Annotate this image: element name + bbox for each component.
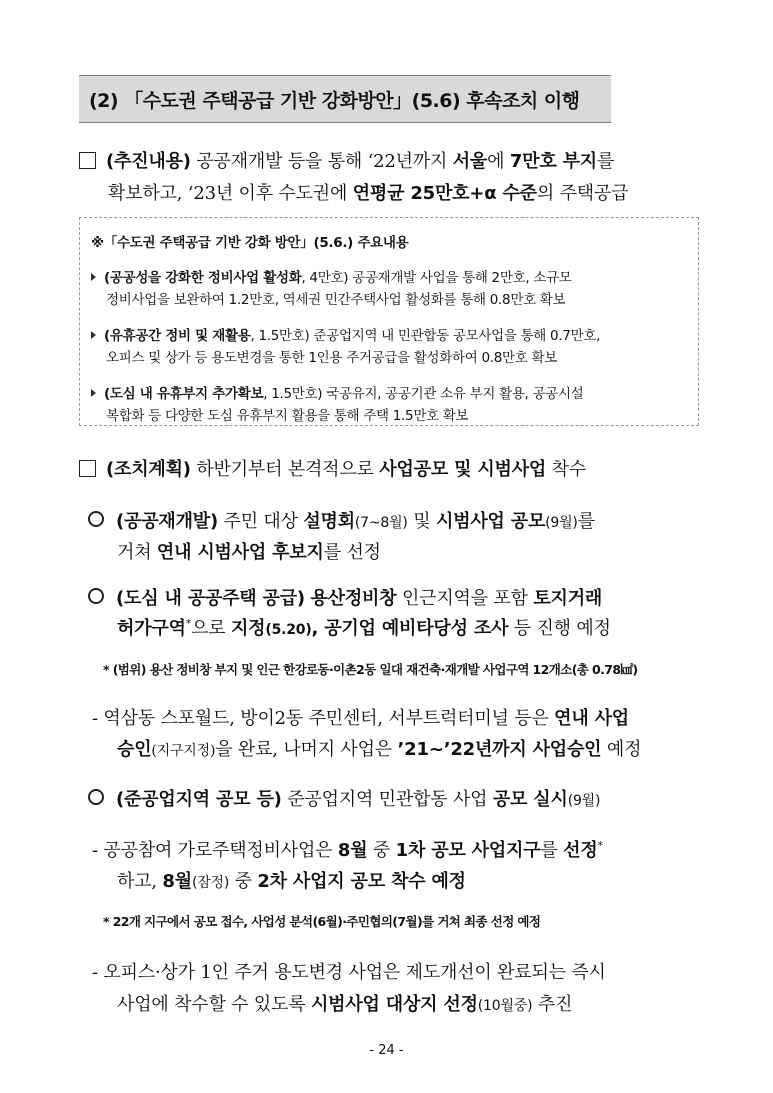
o2-line2 xyxy=(117,614,611,640)
o1-bold: 설명회 xyxy=(303,511,355,532)
o1-text: 를 선정 xyxy=(323,542,381,563)
s2-text: 하반기부터 본격적으로 xyxy=(190,459,380,480)
o1-text: 를 xyxy=(577,511,595,532)
summary-box xyxy=(79,217,699,426)
d1-line2 xyxy=(117,735,641,761)
s1-bold: 7만호 부지 xyxy=(509,151,597,172)
box-item2 xyxy=(91,324,600,344)
d2-line1 xyxy=(92,836,603,862)
d1-small: (지구지정) xyxy=(151,743,216,759)
s1-line1 xyxy=(79,147,614,173)
box-item3 xyxy=(91,382,584,402)
o1-label: (공공재개발) xyxy=(116,511,218,532)
o1-bold: 시범사업 공모 xyxy=(435,511,546,532)
circle-bullet-icon xyxy=(88,588,104,604)
o2-text: 인근지역을 포함 xyxy=(396,588,534,609)
d2-text: 를 xyxy=(540,840,564,861)
s1-text: 확보하고, ‘23년 이후 수도권에 xyxy=(108,183,353,204)
s1-line2 xyxy=(108,179,628,205)
box-item1-line2: 정비사업을 보완하여 1.2만호, 역세권 민간주택사업 활성화를 통해 0.8만호 확보 xyxy=(106,292,566,308)
box-item-bold: (공공성을 강화한 정비사업 활성화 xyxy=(104,270,302,286)
d1-text: - 역삼동 스포월드, 방이2동 주민센터, 서부트럭터미널 등은 xyxy=(92,708,555,729)
s1-text: 공공재개발 등을 통해 ‘22년까지 xyxy=(190,151,453,172)
box-item-text: , 1.5만호) 준공업지역 내 민관합동 공모사업을 통해 0.7만호, xyxy=(250,328,601,344)
d3-line1: - 오피스·상가 1인 주거 용도변경 사업은 제도개선이 완료되는 즉시 xyxy=(92,962,606,983)
d1-text: 을 완료, 나머지 사업은 xyxy=(215,739,398,760)
footnote-star: * xyxy=(185,617,192,630)
s1-label: (추진내용) xyxy=(106,151,191,172)
d2-footnote: * 22개 지구에서 공모 접수, 사업성 분석(6월)·주민협의(7월)를 거쳐 최종 선정 예정 xyxy=(103,914,541,929)
d1-bold: ’21~’22년까지 사업승인 xyxy=(397,739,602,760)
d2-bold: 1차 공모 사업지구 xyxy=(395,840,541,861)
d1-line1 xyxy=(92,704,629,730)
s1-text: 를 xyxy=(596,151,615,172)
s2-line xyxy=(79,455,586,481)
checkbox-square-icon xyxy=(79,460,96,477)
o1-small: (9월) xyxy=(545,515,578,531)
o3-label: (준공업지역 공모 등) xyxy=(116,789,282,810)
box-item3-line2: 복합화 등 다양한 도심 유휴부지 활용을 통해 주택 1.5만호 확보 xyxy=(106,408,469,424)
d3-small: (10월중) xyxy=(477,998,533,1014)
circle-bullet-icon xyxy=(88,511,104,527)
d2-text: - 공공참여 가로주택정비사업은 xyxy=(92,840,338,861)
d2-bold: 8월 xyxy=(337,840,368,861)
o1-text: 및 xyxy=(407,511,436,532)
box-title: ※「수도권 주택공급 기반 강화 방안」(5.6.) 주요내용 xyxy=(91,235,409,251)
o3-text: 준공업지역 민관합동 사업 xyxy=(281,789,493,810)
d1-text: 예정 xyxy=(601,739,642,760)
circle-bullet-icon xyxy=(88,789,104,805)
d2-bold: 선정 xyxy=(563,840,598,861)
d2-line2 xyxy=(117,867,466,893)
triangle-bullet-icon xyxy=(91,331,96,339)
s2-label: (조치계획) xyxy=(106,459,191,480)
d2-text: 중 xyxy=(229,871,258,892)
box-item2-line2: 오피스 및 상가 등 용도변경을 통한 1인용 주거공급을 활성화하여 0.8만호 확보 xyxy=(106,350,558,366)
d3-bold: 시범사업 대상지 선정 xyxy=(310,994,478,1015)
d2-small: (잠정) xyxy=(191,875,230,891)
o3-small: (9월) xyxy=(567,793,601,809)
o2-small: (5.20) xyxy=(265,622,312,638)
o1-text: 거쳐 xyxy=(117,542,157,563)
d2-text: 하고, xyxy=(117,871,163,892)
box-item-bold: (도심 내 유휴부지 추가확보 xyxy=(104,386,264,402)
o2-bold: 토지거래 xyxy=(533,588,603,609)
o2-text: , xyxy=(311,618,325,639)
s2-text: 착수 xyxy=(546,459,586,480)
o3-bold: 공모 실시 xyxy=(492,789,568,810)
o1-small: (7~8월) xyxy=(354,515,408,531)
d2-text: 중 xyxy=(367,840,396,861)
checkbox-square-icon xyxy=(79,152,96,169)
d2-bold: 8월 xyxy=(162,871,192,892)
o1-line1 xyxy=(88,507,595,533)
footnote-star: * xyxy=(597,839,603,852)
box-item-text: , 4만호) 공공재개발 사업을 통해 2만호, 소규모 xyxy=(301,270,572,286)
d2-bold: 2차 사업지 공모 착수 예정 xyxy=(257,871,466,892)
d3-text: 추진 xyxy=(532,994,573,1015)
box-item-text: , 1.5만호) 국공유지, 공공기관 소유 부지 활용, 공공시설 xyxy=(263,386,584,402)
o2-bold: 용산정비창 xyxy=(310,588,397,609)
o1-line2 xyxy=(117,538,381,564)
section-heading-box xyxy=(79,75,611,123)
s1-bold: 서울 xyxy=(452,151,488,172)
d3-line2 xyxy=(117,990,572,1016)
o1-bold: 연내 시범사업 후보지 xyxy=(156,542,324,563)
o2-line1 xyxy=(88,584,602,610)
triangle-bullet-icon xyxy=(91,273,96,281)
section-heading: (2) 「수도권 주택공급 기반 강화방안」(5.6) 후속조치 이행 xyxy=(89,90,580,112)
triangle-bullet-icon xyxy=(91,389,96,397)
s1-bold: 연평균 25만호+α 수준 xyxy=(352,183,537,204)
o2-text: 으로 xyxy=(191,618,231,639)
o2-text: 등 진행 예정 xyxy=(508,618,611,639)
box-item-bold: (유휴공간 정비 및 재활용 xyxy=(104,328,251,344)
d3-text: 사업에 착수할 수 있도록 xyxy=(117,994,311,1015)
o1-text: 주민 대상 xyxy=(218,511,304,532)
o2-bold: 공기업 예비타당성 조사 xyxy=(324,618,509,639)
s1-text: 에 xyxy=(487,151,510,172)
s2-bold: 사업공모 및 시범사업 xyxy=(379,459,547,480)
d1-bold: 승인 xyxy=(117,739,152,760)
o3-line xyxy=(88,785,600,811)
s1-text: 의 주택공급 xyxy=(536,183,629,204)
d1-bold: 연내 사업 xyxy=(554,708,629,729)
page-number: - 24 - xyxy=(369,1043,404,1058)
box-item1 xyxy=(91,266,572,286)
o2-bold: 지정 xyxy=(230,618,266,639)
o2-bold: 허가구역 xyxy=(117,618,186,639)
o2-footnote: * (범위) 용산 정비창 부지 및 인근 한강로동·이촌2동 일대 재건축·재개발 사업구역 12개소(총 0.78㎢) xyxy=(103,662,638,677)
o2-label: (도심 내 공공주택 공급) xyxy=(116,588,305,609)
